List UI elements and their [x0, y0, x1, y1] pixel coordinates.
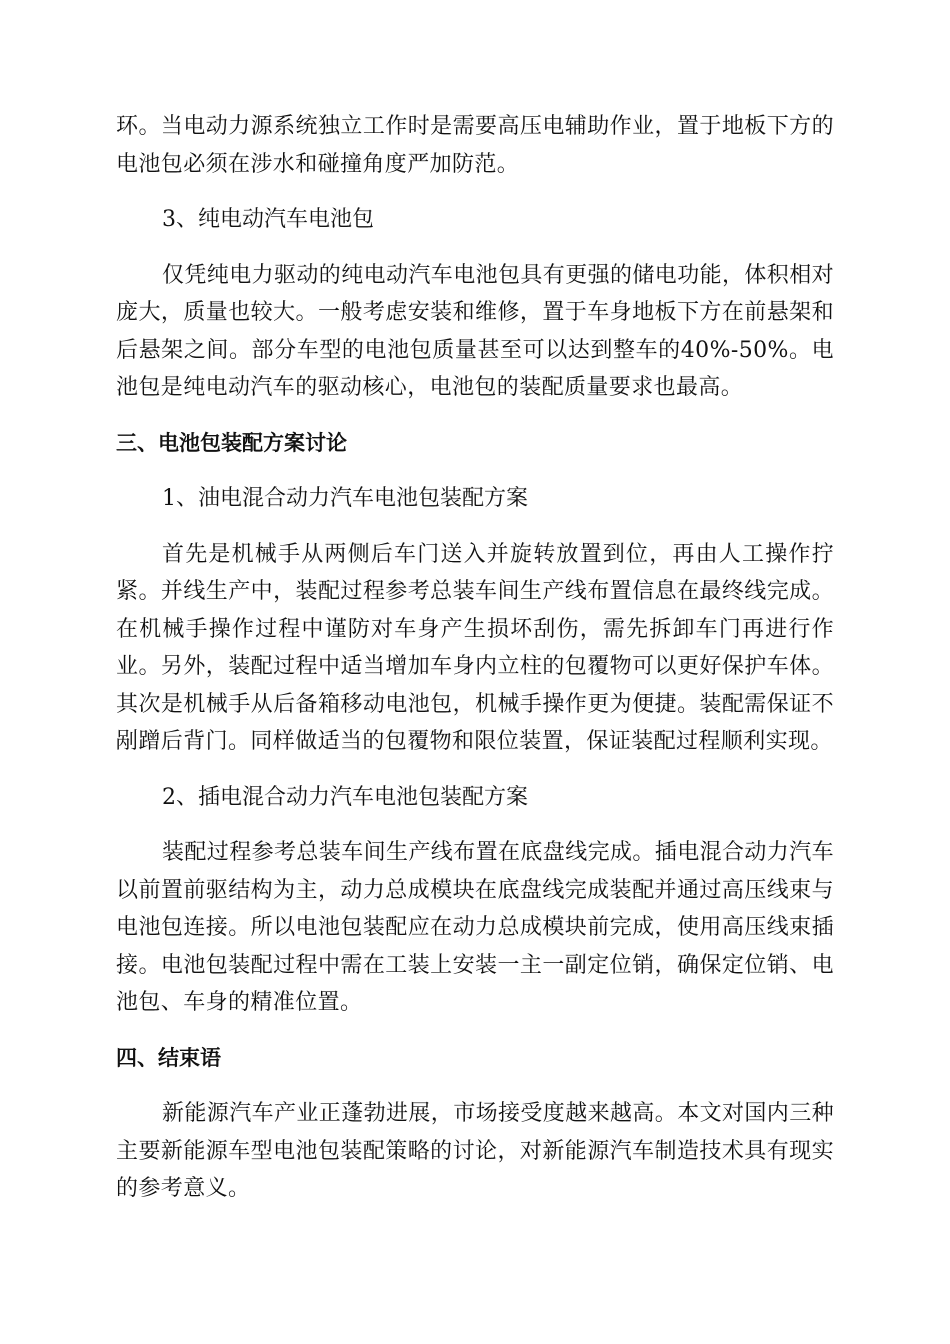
document-page	[116, 108, 834, 1208]
spacer	[116, 761, 834, 779]
spacer	[116, 816, 834, 834]
subheading-phev-plan: 2、插电混合动力汽车电池包装配方案	[162, 784, 528, 810]
spacer	[116, 239, 834, 257]
spacer	[116, 518, 834, 536]
paragraph-ev-battery: 仅凭纯电力驱动的纯电动汽车电池包具有更强的储电功能，体积相对庞大，质量也较大。一般考虑安装和维修，置于车身地板下方在前悬架和后悬架之间。部分车型的电池包质量甚至可以达到整车的40%-50%。电池包是纯电动汽车的驱动核心，电池包的装配质量要求也最高。	[116, 262, 835, 400]
spacer	[116, 183, 834, 201]
section-heading-conclusion: 四、结束语	[116, 1045, 221, 1070]
spacer	[116, 1022, 834, 1040]
spacer	[116, 407, 834, 425]
paragraph-hev-plan: 首先是机械手从两侧后车门送入并旋转放置到位，再由人工操作拧紧。并线生产中，装配过程参考总装车间生产线布置信息在最终线完成。在机械手操作过程中谨防对车身产生损坏刮伤，需先拆卸车门再进行作业。另外，装配过程中适当增加车身内立柱的包覆物可以更好保护车体。其次是机械手从后备箱移动电池包，机械手操作更为便捷。装配需保证不剐蹭后背门。同样做适当的包覆物和限位装置，保证装配过程顺利实现。	[116, 541, 834, 754]
paragraph-continuation: 环。当电动力源系统独立工作时是需要高压电辅助作业，置于地板下方的电池包必须在涉水和碰撞角度严加防范。	[116, 114, 834, 177]
subheading-hev-plan: 1、油电混合动力汽车电池包装配方案	[162, 486, 528, 511]
subheading-ev-battery: 3、纯电动汽车电池包	[162, 207, 374, 232]
section-heading-assembly-plans: 三、电池包装配方案讨论	[116, 430, 347, 455]
paragraph-phev-plan: 装配过程参考总装车间生产线布置在底盘线完成。插电混合动力汽车以前置前驱结构为主，动力总成模块在底盘线完成装配并通过高压线束与电池包连接。所以电池包装配应在动力总成模块前完成，使用高压线束插接。电池包装配过程中需在工装上安装一主一副定位销，确保定位销、电池包、车身的精准位置。	[116, 840, 835, 1015]
spacer	[116, 462, 834, 480]
spacer	[116, 1077, 834, 1095]
paragraph-conclusion: 新能源汽车产业正蓬勃进展，市场接受度越来越高。本文对国内三种主要新能源车型电池包装配策略的讨论，对新能源汽车制造技术具有现实的参考意义。	[116, 1101, 835, 1201]
